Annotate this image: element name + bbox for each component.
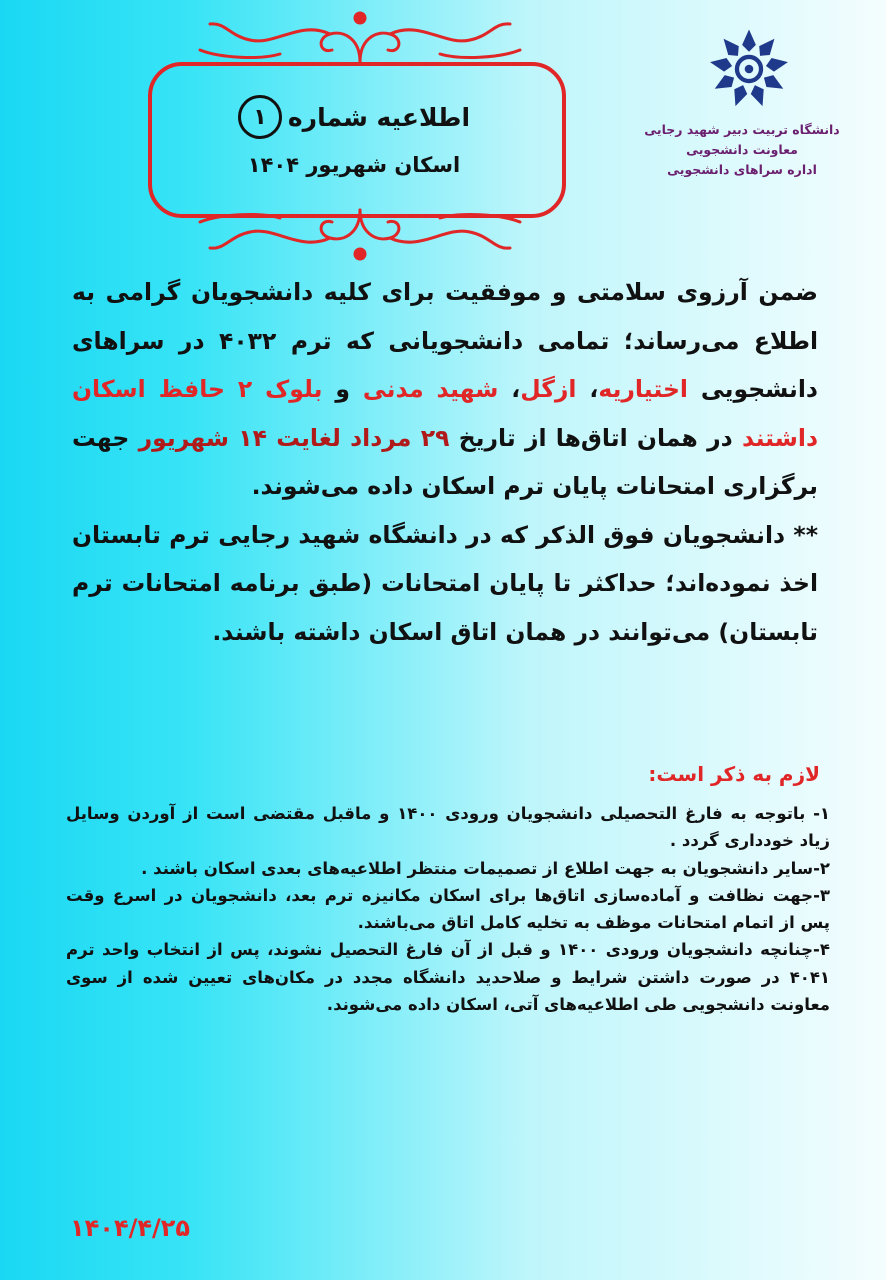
date-range: ۲۹ مرداد لغایت ۱۴ شهریور [138,423,450,452]
note-item-1: ۱- باتوجه به فارغ التحصیلی دانشجویان ورودی ۱۴۰۰ و ماقبل مقتضی است از آوردن وسایل زیاد خودداری گردد . [66,804,830,851]
university-name: دانشگاه تربیت دبیر شهید رجایی [644,122,840,137]
title-block [165,72,543,200]
university-logo-icon [706,26,792,112]
office-name: اداره سراهای دانشجویی [667,162,817,177]
announcement-subtitle: اسکان شهریور ۱۴۰۴ [247,153,461,177]
notes-list [66,800,830,1018]
issue-date: ۱۴۰۴/۴/۲۵ [70,1214,191,1242]
organization-block [622,120,862,180]
note-item-4: ۴-چنانچه دانشجویان ورودی ۱۴۰۰ و قبل از آن فارغ التحصیل نشوند، پس از انتخاب واحد ترم ۴۰۴۱ در صورت داشتن شرایط و صلاحدید دانشگاه مجدد در مکان‌های تعیین شده از سوی معاونت دانشجویی طی اطلاعیه‌های آتی، اسکان داده می‌شوند. [66,940,830,1015]
dorm-ozgol: ازگل [520,375,577,403]
dorm-shahid-madani: شهید مدنی [362,375,499,403]
announcement-title [238,95,470,139]
announcement-number: ۱ [238,95,282,139]
note-item-3: ۳-جهت نظافت و آماده‌سازی اتاق‌ها برای اسکان مکانیزه ترم بعد، دانشجویان در اسرع وقت پس از اتمام امتحانات موظف به تخلیه کامل اتاق می‌باشند. [66,885,830,933]
dorm-ekhtiarieh: اختیاریه [598,375,688,403]
dorm-hafez-block-2: بلوک ۲ حافظ اسکان داشتند [72,375,819,452]
deputy-name: معاونت دانشجویی [686,142,798,157]
body-paragraph-1: ضمن آرزوی سلامتی و موفقیت برای کلیه دانشجویان گرامی به اطلاع می‌رساند؛ تمامی دانشجویانی که ترم ۴۰۳۲ در سراهای دانشجویی اختیاریه، ازگل، شهید مدنی و بلوک ۲ حافظ اسکان داشتند در همان اتاق‌ها از تاریخ ۲۹ مرداد لغایت ۱۴ شهریور جهت برگزاری امتحانات پایان ترم اسکان داده می‌شوند. [72,278,819,500]
notes-title: لازم به ذکر است: [648,762,820,786]
note-item-2: ۲-سایر دانشجویان به جهت اطلاع از تصمیمات منتظر اطلاعیه‌های بعدی اسکان باشند . [141,858,830,878]
announcement-body [72,268,818,656]
ornament-top [180,10,540,66]
announcement-title-text: اطلاعیه شماره [287,102,471,132]
body-paragraph-2: ** دانشجویان فوق الذکر که در دانشگاه شهید رجایی ترم تابستان اخذ نموده‌اند؛ حداکثر تا پایان امتحانات (طبق برنامه امتحانات ترم تابستان) می‌توانند در همان اتاق اسکان داشته باشند. [72,520,818,646]
